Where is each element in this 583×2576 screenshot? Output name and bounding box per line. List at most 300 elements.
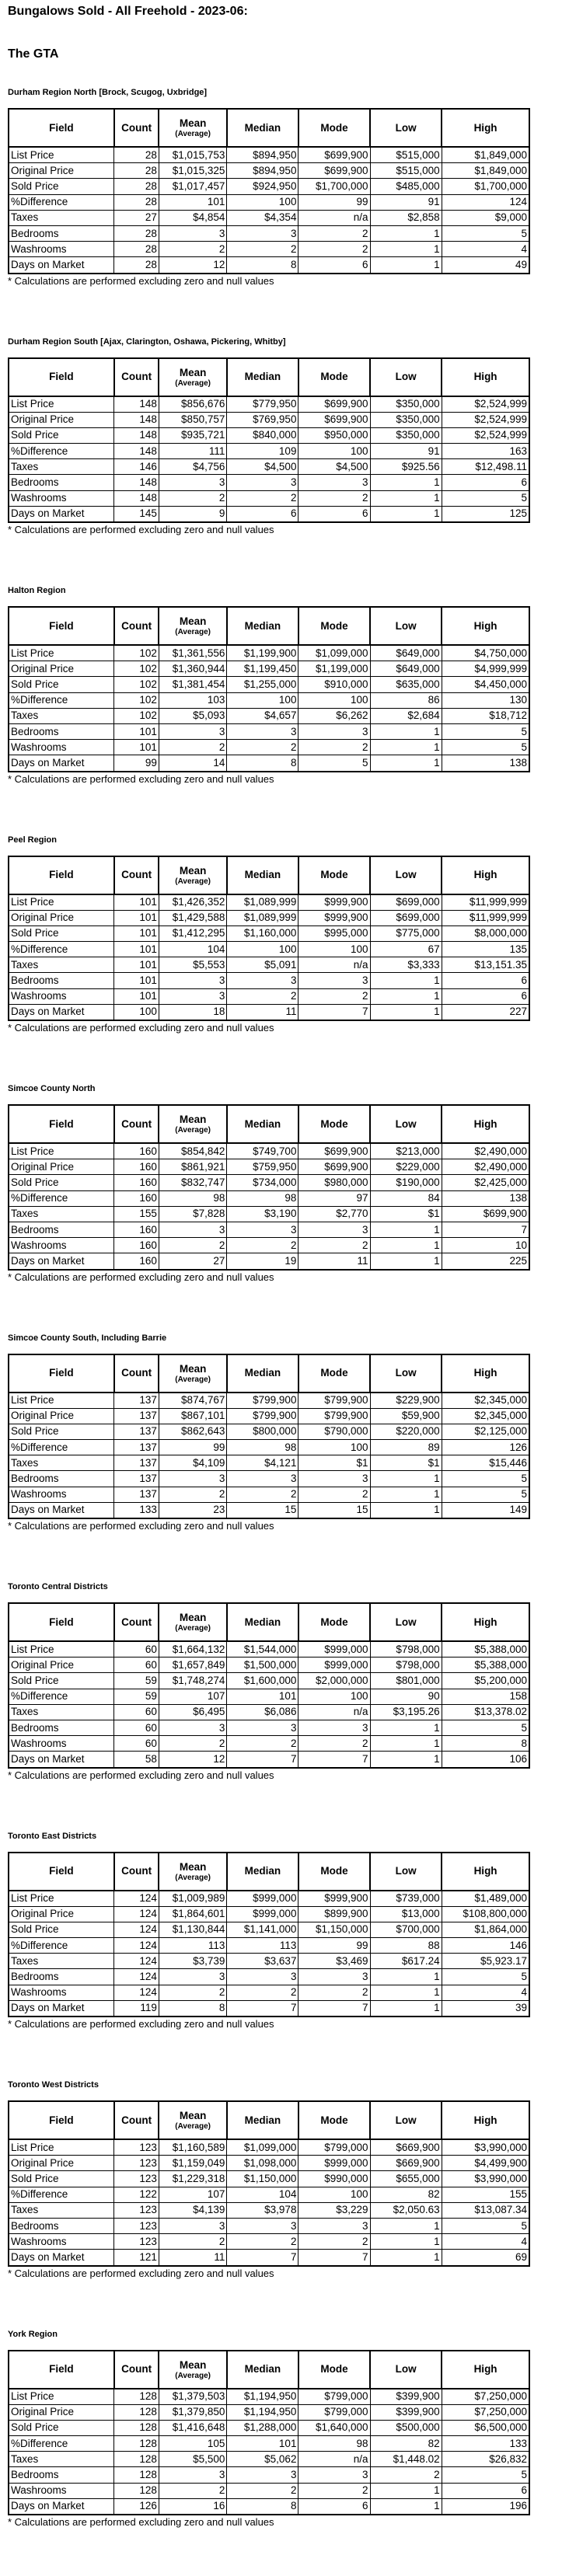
column-header-label: Low [395, 1367, 417, 1379]
column-header-label: Low [395, 619, 417, 632]
table-cell: $13,151.35 [442, 957, 529, 973]
column-header-label: Field [49, 1117, 74, 1130]
table-row [9, 412, 529, 427]
column-header [298, 1105, 370, 1143]
table-cell: $1,412,295 [159, 925, 226, 941]
table-cell: 100 [298, 1440, 370, 1455]
table-cell: $1,229,318 [159, 2171, 226, 2187]
column-header [9, 109, 114, 147]
table-cell: 126 [114, 2498, 159, 2515]
table-cell: 3 [298, 1720, 370, 1735]
column-header [159, 1603, 226, 1641]
footnote: * Calculations are performed excluding zero and null values [8, 1022, 274, 1034]
column-header [114, 1105, 159, 1143]
table-cell: 5 [442, 2467, 529, 2483]
region-title: Peel Region [8, 835, 57, 845]
table-row [9, 2389, 529, 2405]
table-row [9, 957, 529, 973]
table-cell: $485,000 [370, 179, 442, 194]
table-cell: 28 [114, 225, 159, 241]
table-cell: $4,750,000 [442, 645, 529, 661]
table-cell: $1,379,503 [159, 2389, 226, 2405]
row-field-label: Bedrooms [9, 1471, 114, 1487]
column-header [442, 607, 529, 645]
footnote: * Calculations are performed excluding zero and null values [8, 2516, 274, 2528]
column-header-label: High [473, 1367, 497, 1379]
region-title: Simcoe County South, Including Barrie [8, 1333, 167, 1343]
header-row [9, 109, 529, 147]
table-cell: n/a [298, 2452, 370, 2467]
table-cell: $1,379,850 [159, 2404, 226, 2420]
table-cell: 3 [298, 1969, 370, 1985]
row-field-label: Taxes [9, 708, 114, 723]
table-cell: 2 [159, 242, 226, 257]
table-cell: $3,190 [227, 1206, 298, 1222]
table-cell: 124 [114, 1906, 159, 1922]
table-cell: $799,900 [298, 1408, 370, 1424]
row-field-label: Days on Market [9, 755, 114, 772]
table-cell: $13,378.02 [442, 1704, 529, 1720]
table-cell: $699,900 [298, 1143, 370, 1159]
header-row [9, 358, 529, 396]
table-cell: $1,009,989 [159, 1891, 226, 1907]
table-cell: 2 [227, 1238, 298, 1253]
column-header [442, 358, 529, 396]
row-field-label: %Difference [9, 1440, 114, 1455]
row-field-label: Days on Market [9, 2000, 114, 2017]
table-cell: 27 [159, 1253, 226, 1270]
column-header [9, 1853, 114, 1891]
table-row [9, 1641, 529, 1657]
table-cell: 3 [159, 2218, 226, 2233]
region-section [8, 584, 575, 786]
column-header [159, 1105, 226, 1143]
table-cell: 138 [442, 755, 529, 772]
table-cell: $861,921 [159, 1159, 226, 1175]
row-field-label: Days on Market [9, 257, 114, 274]
region-title: Halton Region [8, 586, 66, 595]
table-cell: $980,000 [298, 1175, 370, 1190]
table-cell: 98 [227, 1190, 298, 1206]
column-header [227, 607, 298, 645]
table-cell: $699,900 [298, 412, 370, 427]
table-cell: $5,200,000 [442, 1673, 529, 1689]
table-cell: 123 [114, 2234, 159, 2250]
table-cell: 1 [370, 475, 442, 490]
row-field-label: List Price [9, 1143, 114, 1159]
table-cell: $59,900 [370, 1408, 442, 1424]
table-cell: 2 [298, 1238, 370, 1253]
stats-table [8, 357, 530, 524]
table-cell: $1,426,352 [159, 894, 226, 911]
table-cell: 100 [298, 2187, 370, 2202]
table-cell: 103 [159, 692, 226, 708]
column-header-sublabel: (Average) [175, 628, 211, 636]
column-header-label: Mode [320, 1117, 348, 1130]
row-field-label: Days on Market [9, 1752, 114, 1768]
table-row [9, 1408, 529, 1424]
table-cell: 124 [114, 1969, 159, 1985]
table-cell: 133 [114, 1502, 159, 1518]
table-cell: 101 [114, 910, 159, 925]
table-cell: 146 [114, 459, 159, 475]
stats-table [8, 2350, 530, 2516]
table-cell: $779,950 [227, 396, 298, 413]
table-cell: $7,250,000 [442, 2404, 529, 2420]
table-cell: 59 [114, 1689, 159, 1704]
table-row [9, 506, 529, 522]
column-header [298, 856, 370, 894]
header-row [9, 1354, 529, 1393]
table-cell: 123 [114, 2139, 159, 2156]
table-row [9, 1487, 529, 1502]
table-cell: 28 [114, 147, 159, 163]
table-cell: $15,446 [442, 1455, 529, 1471]
header-row [9, 856, 529, 894]
column-header-sublabel: (Average) [175, 2371, 211, 2380]
table-cell: 160 [114, 1222, 159, 1237]
column-header-label: Field [49, 619, 74, 632]
table-cell: 91 [370, 444, 442, 459]
row-field-label: Original Price [9, 1159, 114, 1175]
stats-table [8, 1104, 530, 1271]
table-cell: 11 [298, 1253, 370, 1270]
table-cell: $5,388,000 [442, 1641, 529, 1657]
row-field-label: Bedrooms [9, 1222, 114, 1237]
table-cell: 2 [298, 1736, 370, 1752]
table-cell: $1 [370, 1455, 442, 1471]
table-cell: 101 [114, 942, 159, 957]
column-header [9, 856, 114, 894]
row-field-label: List Price [9, 396, 114, 413]
table-cell: $3,637 [227, 1954, 298, 1969]
table-row [9, 1424, 529, 1439]
table-row [9, 444, 529, 459]
column-header [9, 1354, 114, 1393]
table-cell: $1,150,000 [298, 1922, 370, 1937]
table-cell: 1 [370, 225, 442, 241]
table-row [9, 692, 529, 708]
table-cell: 1 [370, 1502, 442, 1518]
table-cell: 3 [159, 1222, 226, 1237]
table-cell: 90 [370, 1689, 442, 1704]
table-cell: 3 [227, 1720, 298, 1735]
table-row [9, 2250, 529, 2266]
table-cell: 69 [442, 2250, 529, 2266]
table-cell: 124 [114, 1954, 159, 1969]
table-cell: 1 [370, 1253, 442, 1270]
table-row [9, 1689, 529, 1704]
column-header-label: Mode [320, 619, 348, 632]
table-cell: $1,098,000 [227, 2156, 298, 2171]
table-cell: $3,469 [298, 1954, 370, 1969]
footnote: * Calculations are performed excluding zero and null values [8, 2018, 274, 2030]
column-header-label: Mean [179, 366, 207, 378]
table-cell: $1,199,900 [227, 645, 298, 661]
table-cell: $2,345,000 [442, 1408, 529, 1424]
table-row [9, 225, 529, 241]
column-header [227, 1853, 298, 1891]
row-field-label: List Price [9, 1641, 114, 1657]
table-row [9, 396, 529, 413]
column-header [114, 856, 159, 894]
table-cell: $1,640,000 [298, 2420, 370, 2435]
table-cell: $399,900 [370, 2389, 442, 2405]
table-cell: $3,990,000 [442, 2139, 529, 2156]
table-cell: n/a [298, 210, 370, 225]
table-row [9, 2436, 529, 2452]
table-cell: 148 [114, 396, 159, 413]
table-cell: 124 [114, 1922, 159, 1937]
table-cell: 7 [298, 2250, 370, 2266]
table-cell: 101 [114, 925, 159, 941]
column-header-label: Mode [320, 121, 348, 134]
table-row [9, 1673, 529, 1689]
table-cell: 1 [370, 988, 442, 1004]
row-field-label: Original Price [9, 2156, 114, 2171]
table-cell: 128 [114, 2389, 159, 2405]
row-field-label: Bedrooms [9, 1720, 114, 1735]
table-row [9, 755, 529, 772]
row-field-label: Bedrooms [9, 723, 114, 739]
table-row [9, 708, 529, 723]
table-cell: $1,748,274 [159, 1673, 226, 1689]
table-cell: 6 [227, 506, 298, 522]
table-cell: 60 [114, 1641, 159, 1657]
row-field-label: %Difference [9, 444, 114, 459]
row-field-label: %Difference [9, 2436, 114, 2452]
table-cell: $1,130,844 [159, 1922, 226, 1937]
table-cell: 124 [114, 1938, 159, 1954]
table-cell: 5 [442, 1487, 529, 1502]
column-header [298, 607, 370, 645]
table-cell: 137 [114, 1424, 159, 1439]
table-cell: 2 [159, 2483, 226, 2498]
table-cell: $3,333 [370, 957, 442, 973]
table-cell: $1,255,000 [227, 677, 298, 692]
table-cell: 124 [114, 1985, 159, 2000]
table-row [9, 910, 529, 925]
table-cell: $798,000 [370, 1641, 442, 1657]
table-cell: $2,490,000 [442, 1159, 529, 1175]
table-row [9, 2452, 529, 2467]
table-cell: 4 [442, 2234, 529, 2250]
table-cell: 18 [159, 1004, 226, 1020]
table-cell: 160 [114, 1253, 159, 1270]
table-row [9, 677, 529, 692]
table-cell: $669,900 [370, 2156, 442, 2171]
region-section [8, 1331, 575, 1533]
table-row [9, 1222, 529, 1237]
table-cell: 2 [370, 2467, 442, 2483]
table-cell: 158 [442, 1689, 529, 1704]
stats-table [8, 2100, 530, 2267]
table-row [9, 2218, 529, 2233]
table-cell: 28 [114, 242, 159, 257]
row-field-label: Washrooms [9, 1238, 114, 1253]
table-cell: 28 [114, 163, 159, 179]
table-row [9, 2404, 529, 2420]
column-header [298, 1853, 370, 1891]
table-row [9, 1752, 529, 1768]
row-field-label: Sold Price [9, 925, 114, 941]
table-cell: $11,999,999 [442, 910, 529, 925]
table-cell: 100 [298, 1689, 370, 1704]
column-header-label: Mode [320, 1865, 348, 1877]
table-cell: $2,770 [298, 1206, 370, 1222]
table-cell: $832,747 [159, 1175, 226, 1190]
table-cell: $4,657 [227, 708, 298, 723]
table-cell: $699,900 [298, 147, 370, 163]
footnote: * Calculations are performed excluding zero and null values [8, 274, 274, 287]
table-cell: $4,999,999 [442, 661, 529, 677]
table-cell: 2 [227, 740, 298, 755]
table-cell: $800,000 [227, 1424, 298, 1439]
table-cell: $108,800,000 [442, 1906, 529, 1922]
table-cell: 3 [227, 2467, 298, 2483]
table-cell: $995,000 [298, 925, 370, 941]
table-row [9, 661, 529, 677]
table-cell: $2,125,000 [442, 1424, 529, 1439]
report-title: Bungalows Sold - All Freehold - 2023-06: [8, 5, 248, 18]
table-cell: $11,999,999 [442, 894, 529, 911]
table-row [9, 645, 529, 661]
column-header-label: Median [244, 371, 281, 382]
table-cell: 7 [298, 1004, 370, 1020]
table-cell: 84 [370, 1190, 442, 1206]
table-cell: 1 [370, 506, 442, 522]
table-cell: $1,017,457 [159, 179, 226, 194]
table-cell: 3 [227, 973, 298, 988]
row-field-label: Taxes [9, 2452, 114, 2467]
table-cell: 6 [298, 506, 370, 522]
table-cell: 1 [370, 2498, 442, 2515]
table-cell: 27 [114, 210, 159, 225]
column-header-label: Field [49, 2114, 74, 2126]
column-header-label: Field [49, 1367, 74, 1379]
row-field-label: Bedrooms [9, 2218, 114, 2233]
table-cell: 67 [370, 942, 442, 957]
table-cell: 3 [159, 973, 226, 988]
table-cell: 3 [159, 225, 226, 241]
table-cell: 160 [114, 1143, 159, 1159]
table-cell: 148 [114, 490, 159, 506]
table-cell: 7 [298, 2000, 370, 2017]
table-cell: 109 [227, 444, 298, 459]
column-header-label: Mean [179, 1612, 207, 1623]
row-field-label: Washrooms [9, 740, 114, 755]
row-field-label: %Difference [9, 1190, 114, 1206]
table-cell: 2 [159, 2234, 226, 2250]
column-header-label: Field [49, 869, 74, 880]
table-cell: 101 [227, 1689, 298, 1704]
column-header-label: Count [121, 619, 152, 632]
region-title: Toronto West Districts [8, 2080, 99, 2090]
row-field-label: Taxes [9, 2202, 114, 2218]
row-field-label: List Price [9, 645, 114, 661]
table-cell: 99 [114, 755, 159, 772]
table-cell: 60 [114, 1720, 159, 1735]
table-cell: 2 [227, 2234, 298, 2250]
table-cell: 2 [159, 490, 226, 506]
table-cell: 2 [298, 2483, 370, 2498]
table-row [9, 1502, 529, 1518]
column-header-label: Mode [320, 371, 348, 382]
table-cell: $13,000 [370, 1906, 442, 1922]
table-cell: 19 [227, 1253, 298, 1270]
table-cell: 98 [298, 2436, 370, 2452]
table-cell: 3 [298, 475, 370, 490]
table-cell: 101 [114, 894, 159, 911]
table-cell: $3,195.26 [370, 1704, 442, 1720]
row-field-label: Washrooms [9, 1985, 114, 2000]
table-cell: $1,099,000 [227, 2139, 298, 2156]
table-cell: 100 [114, 1004, 159, 1020]
table-row [9, 210, 529, 225]
table-cell: $950,000 [298, 427, 370, 443]
column-header [298, 2101, 370, 2139]
row-field-label: Taxes [9, 1954, 114, 1969]
row-field-label: Bedrooms [9, 475, 114, 490]
table-cell: $649,000 [370, 645, 442, 661]
header-row [9, 2101, 529, 2139]
table-cell: $6,495 [159, 1704, 226, 1720]
footnote: * Calculations are performed excluding zero and null values [8, 1271, 274, 1283]
column-header-label: Median [244, 619, 281, 632]
table-cell: 1 [370, 2234, 442, 2250]
table-row [9, 2483, 529, 2498]
column-header [159, 1354, 226, 1393]
table-cell: $3,978 [227, 2202, 298, 2218]
table-cell: 107 [159, 2187, 226, 2202]
row-field-label: Washrooms [9, 1487, 114, 1502]
row-field-label: List Price [9, 894, 114, 911]
table-cell: $769,950 [227, 412, 298, 427]
table-cell: $7,828 [159, 1206, 226, 1222]
table-cell: $6,086 [227, 1704, 298, 1720]
table-row [9, 894, 529, 911]
region-section [8, 335, 575, 537]
table-cell: 2 [227, 242, 298, 257]
table-row [9, 179, 529, 194]
table-cell: $1,664,132 [159, 1641, 226, 1657]
table-cell: 101 [114, 957, 159, 973]
column-header-sublabel: (Average) [175, 1375, 211, 1384]
column-header [159, 856, 226, 894]
column-header [298, 1354, 370, 1393]
footnote: * Calculations are performed excluding zero and null values [8, 772, 274, 785]
table-cell: 137 [114, 1440, 159, 1455]
row-field-label: List Price [9, 1891, 114, 1907]
table-cell: 160 [114, 1238, 159, 1253]
table-cell: $5,553 [159, 957, 226, 973]
table-cell: 133 [442, 2436, 529, 2452]
table-cell: $999,900 [298, 1891, 370, 1907]
row-field-label: Sold Price [9, 1424, 114, 1439]
table-cell: $999,900 [298, 910, 370, 925]
column-header [9, 607, 114, 645]
row-field-label: Washrooms [9, 242, 114, 257]
column-header [370, 109, 442, 147]
table-cell: 2 [159, 740, 226, 755]
column-header [227, 2101, 298, 2139]
table-cell: 1 [370, 1238, 442, 1253]
table-cell: $1 [298, 1455, 370, 1471]
table-cell: 146 [442, 1938, 529, 1954]
table-row [9, 925, 529, 941]
table-cell: 86 [370, 692, 442, 708]
table-cell: 3 [159, 1720, 226, 1735]
